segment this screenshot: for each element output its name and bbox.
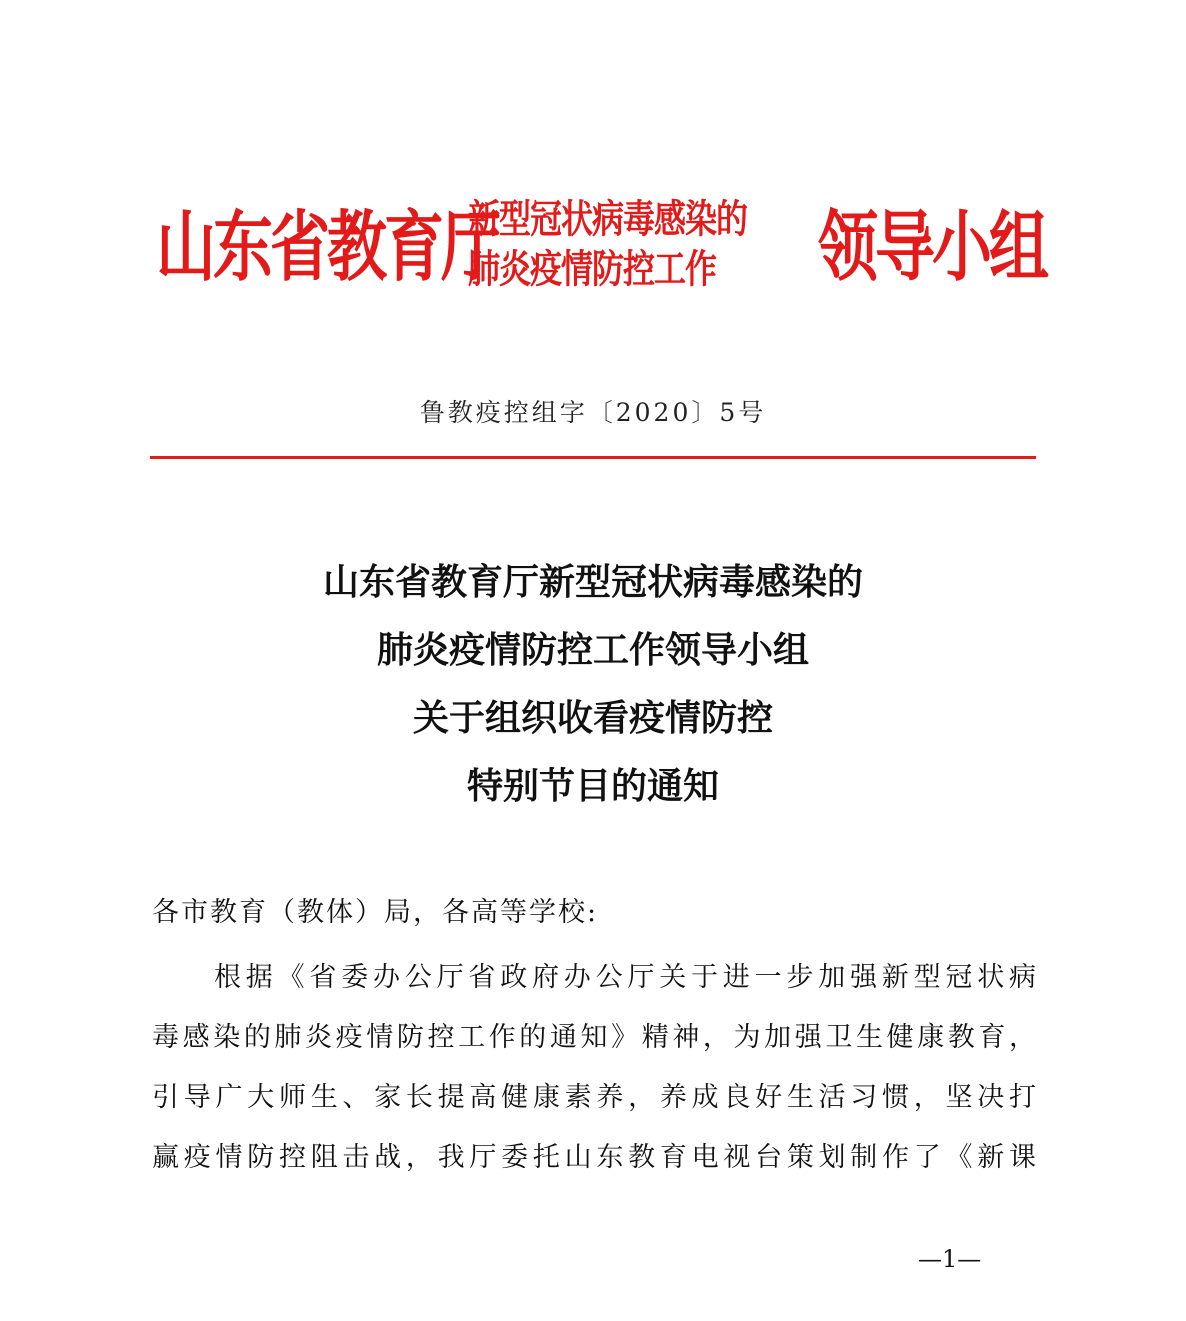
body-line-2: 毒感染的肺炎疫情防控工作的通知》精神，为加强卫生健康教育， <box>152 1022 1036 1053</box>
body-paragraph <box>152 948 1036 1188</box>
letterhead-middle-line-1: 新型冠状病毒感染的 <box>468 195 748 243</box>
document-number: 鲁教疫控组字〔2020〕5号 <box>419 398 767 427</box>
title-line-4: 特别节目的通知 <box>466 765 719 807</box>
title-line-3: 关于组织收看疫情防控 <box>412 697 773 739</box>
letterhead-group-name: 领导小组 <box>818 203 1046 293</box>
body-line-1: 根据《省委办公厅省政府办公厅关于进一步加强新型冠状病 <box>214 962 1036 993</box>
salutation: 各市教育（教体）局，各高等学校: <box>152 897 599 928</box>
page-number: —1— <box>918 1245 982 1273</box>
letterhead-middle-line-2: 肺炎疫情防控工作 <box>468 245 717 293</box>
body-line-3: 引导广大师生、家长提高健康素养，养成良好生活习惯，坚决打 <box>152 1082 1036 1113</box>
red-letterhead <box>150 190 1046 315</box>
title-line-2: 肺炎疫情防控工作领导小组 <box>376 629 809 671</box>
red-divider-line <box>150 456 1036 459</box>
letterhead-middle <box>468 194 808 294</box>
title-line-1: 山东省教育厅新型冠状病毒感染的 <box>322 561 863 603</box>
letterhead-org-name: 山东省教育厅 <box>156 203 498 293</box>
body-line-4: 赢疫情防控阻击战，我厅委托山东教育电视台策划制作了《新课 <box>152 1142 1036 1173</box>
document-title <box>150 548 1036 820</box>
